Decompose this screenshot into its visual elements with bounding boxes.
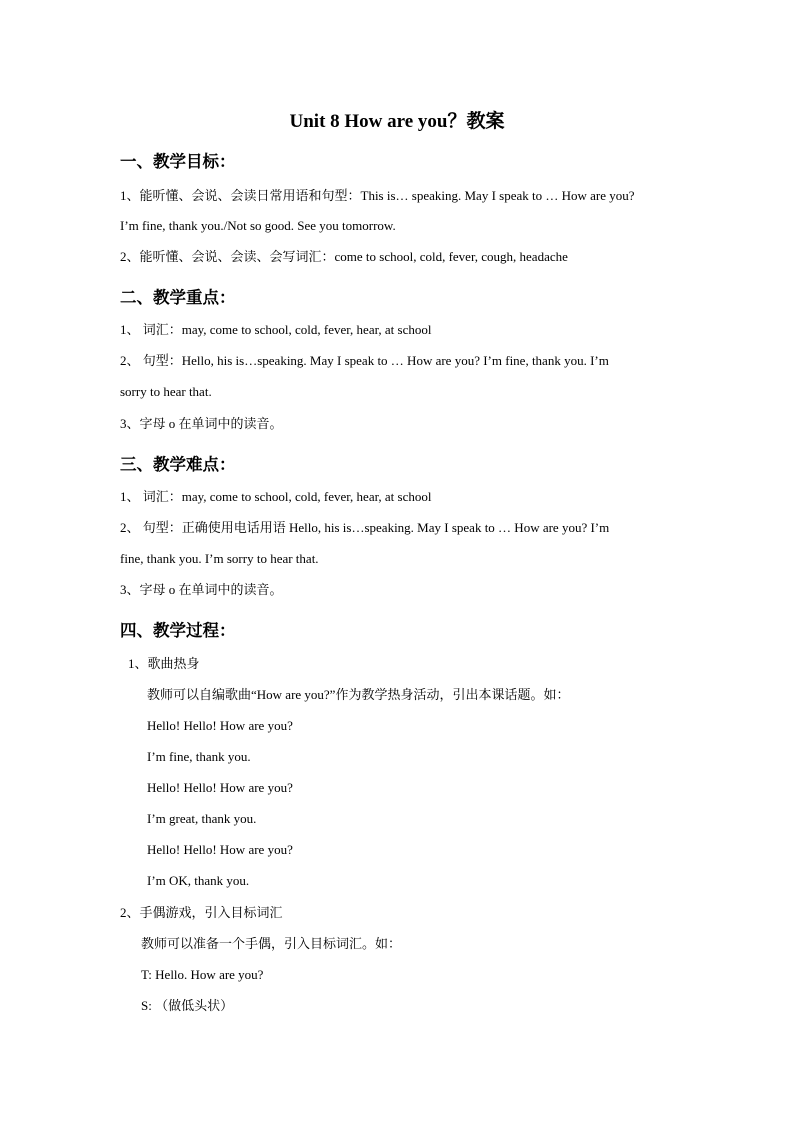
- lyric-line: Hello! Hello! How are you?: [147, 780, 293, 795]
- paragraph-line: I’m fine, thank you./Not so good. See you tomorrow.: [120, 218, 396, 233]
- paragraph-line: 1、 词汇：may, come to school, cold, fever, hear, at school: [120, 322, 432, 337]
- lyric-line: Hello! Hello! How are you?: [147, 842, 293, 857]
- lyric-line: I’m fine, thank you.: [147, 749, 251, 764]
- lyric-line: Hello! Hello! How are you?: [147, 718, 293, 733]
- section-heading-process: 四、教学过程：: [120, 621, 236, 640]
- paragraph-line: sorry to hear that.: [120, 384, 212, 399]
- page-title: Unit 8 How are you？教案: [289, 111, 505, 132]
- paragraph-line: fine, thank you. I’m sorry to hear that.: [120, 551, 319, 566]
- step-intro: 教师可以准备一个手偶，引入目标词汇。如：: [141, 936, 402, 951]
- section-heading-key-points: 二、教学重点：: [120, 288, 236, 307]
- paragraph-line: 1、 词汇：may, come to school, cold, fever, hear, at school: [120, 489, 432, 504]
- paragraph-line: 2、能听懂、会说、会读、会写词汇：come to school, cold, fever, cough, headache: [120, 249, 568, 264]
- paragraph-line: 2、 句型：Hello, his is…speaking. May I speak to … How are you? I’m fine, thank you. I’m: [120, 353, 609, 368]
- step-intro: 教师可以自编歌曲“How are you?”作为教学热身活动，引出本课话题。如：: [147, 687, 570, 702]
- lyric-line: I’m great, thank you.: [147, 811, 257, 826]
- dialog-line: T: Hello. How are you?: [141, 967, 264, 982]
- step-label: 1、歌曲热身: [128, 656, 200, 671]
- section-heading-difficulties: 三、教学难点：: [120, 455, 236, 474]
- paragraph-line: 2、 句型：正确使用电话用语 Hello, his is…speaking. May I speak to … How are you? I’m: [120, 520, 610, 535]
- paragraph-line: 1、能听懂、会说、会读日常用语和句型：This is… speaking. May I speak to … How are you?: [120, 188, 635, 203]
- dialog-line: S: （做低头状）: [141, 998, 234, 1013]
- section-heading-objectives: 一、教学目标：: [120, 152, 236, 171]
- step-label: 2、手偶游戏，引入目标词汇: [120, 905, 283, 920]
- paragraph-line: 3、字母 o 在单词中的读音。: [120, 582, 283, 597]
- lyric-line: I’m OK, thank you.: [147, 873, 250, 888]
- paragraph-line: 3、字母 o 在单词中的读音。: [120, 416, 283, 431]
